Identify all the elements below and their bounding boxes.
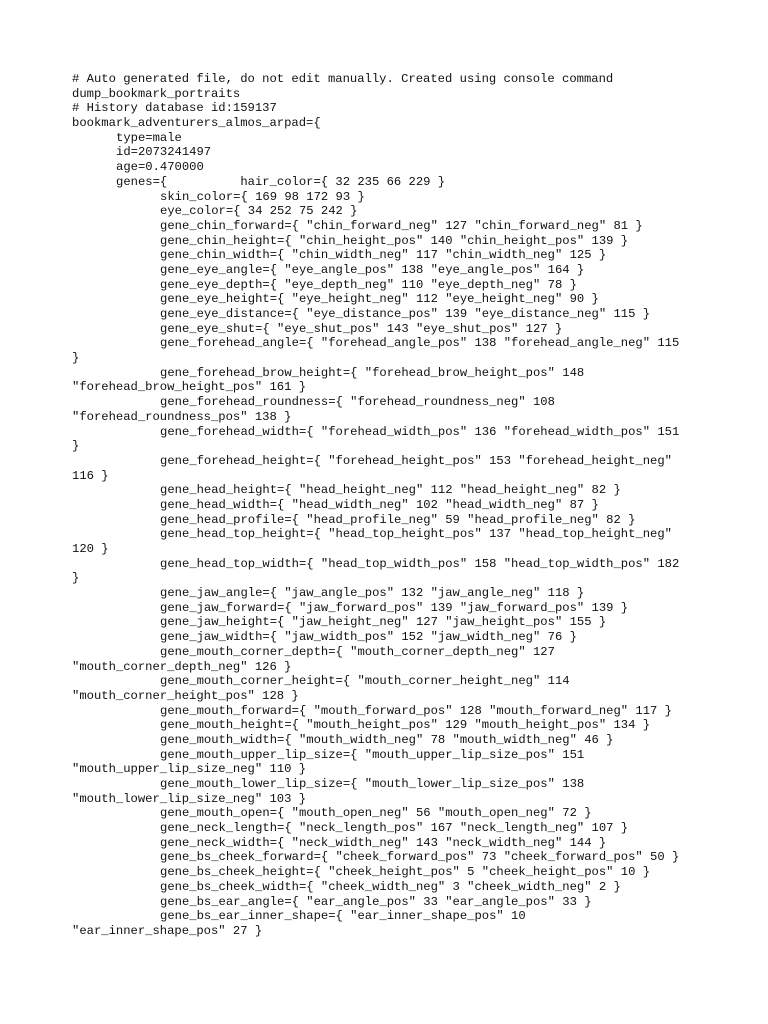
age-line: age=0.470000 bbox=[116, 160, 204, 175]
gene-line: gene_bs_cheek_height={ "cheek_height_pos" 5 "cheek_height_pos" 10 } bbox=[160, 865, 651, 880]
header-comment-line: dump_bookmark_portraits bbox=[72, 86, 241, 101]
gene-line: gene_mouth_corner_height={ "mouth_corner_height_neg" 114 bbox=[160, 674, 570, 689]
bookmark-name-line: bookmark_adventurers_almos_arpad={ bbox=[72, 116, 321, 131]
gene-line: gene_eye_distance={ "eye_distance_pos" 139 "eye_distance_neg" 115 } bbox=[160, 307, 651, 321]
gene-line: gene_mouth_corner_depth={ "mouth_corner_depth_neg" 127 bbox=[160, 644, 555, 659]
gene-line: gene_eye_depth={ "eye_depth_neg" 110 "eye_depth_neg" 78 } bbox=[160, 277, 577, 292]
gene-line-continuation: "mouth_upper_lip_size_neg" 110 } bbox=[72, 762, 307, 777]
gene-line: gene_bs_ear_angle={ "ear_angle_pos" 33 "ear_angle_pos" 33 } bbox=[160, 894, 592, 909]
gene-line: gene_eye_angle={ "eye_angle_pos" 138 "eye_angle_pos" 164 } bbox=[160, 262, 585, 277]
gene-line-continuation: "mouth_lower_lip_size_neg" 103 } bbox=[72, 791, 307, 806]
gene-line: gene_head_top_height={ "head_top_height_pos" 137 "head_top_height_neg" bbox=[160, 527, 672, 542]
genes-open-line: genes={ hair_color={ 32 235 66 229 } bbox=[116, 174, 446, 189]
gene-line-continuation: 120 } bbox=[72, 542, 109, 556]
gene-line: gene_jaw_width={ "jaw_width_pos" 152 "jaw_width_neg" 76 } bbox=[160, 630, 577, 645]
gene-line-continuation: "ear_inner_shape_pos" 27 } bbox=[72, 923, 263, 938]
gene-line: gene_jaw_forward={ "jaw_forward_pos" 139 "jaw_forward_pos" 139 } bbox=[160, 600, 629, 615]
gene-line: gene_bs_ear_inner_shape={ "ear_inner_shape_pos" 10 bbox=[160, 909, 526, 924]
type-line: type=male bbox=[116, 130, 182, 145]
gene-line: gene_chin_width={ "chin_width_neg" 117 "chin_width_neg" 125 } bbox=[160, 248, 607, 263]
gene-line-continuation: } bbox=[72, 439, 80, 454]
gene-line-continuation: 116 } bbox=[72, 468, 109, 483]
gene-line: gene_neck_length={ "neck_length_pos" 167 "neck_length_neg" 107 } bbox=[160, 821, 629, 836]
header-comment-line: # Auto generated file, do not edit manually. Created using console command bbox=[72, 72, 614, 86]
gene-line: gene_mouth_upper_lip_size={ "mouth_upper_lip_size_pos" 151 bbox=[160, 747, 585, 762]
gene-line-continuation: "forehead_brow_height_pos" 161 } bbox=[72, 380, 307, 395]
gene-line: gene_forehead_angle={ "forehead_angle_pos" 138 "forehead_angle_neg" 115 bbox=[160, 336, 680, 351]
gene-line: gene_mouth_open={ "mouth_open_neg" 56 "mouth_open_neg" 72 } bbox=[160, 806, 592, 821]
gene-line: gene_bs_cheek_width={ "cheek_width_neg" 3 "cheek_width_neg" 2 } bbox=[160, 879, 621, 894]
gene-line: gene_jaw_angle={ "jaw_angle_pos" 132 "jaw_angle_neg" 118 } bbox=[160, 586, 585, 601]
history-id-line: # History database id:159137 bbox=[72, 101, 277, 116]
gene-line: gene_forehead_brow_height={ "forehead_brow_height_pos" 148 bbox=[160, 365, 585, 380]
gene-line: gene_chin_forward={ "chin_forward_neg" 127 "chin_forward_neg" 81 } bbox=[160, 218, 643, 233]
gene-line: gene_forehead_width={ "forehead_width_pos" 136 "forehead_width_pos" 151 bbox=[160, 424, 680, 439]
gene-line: gene_forehead_height={ "forehead_height_pos" 153 "forehead_height_neg" bbox=[160, 453, 672, 468]
document-page bbox=[72, 72, 702, 939]
gene-line-continuation: } bbox=[72, 351, 80, 366]
gene-line: eye_color={ 34 252 75 242 } bbox=[160, 204, 358, 219]
gene-line: gene_head_profile={ "head_profile_neg" 59 "head_profile_neg" 82 } bbox=[160, 512, 636, 527]
gene-line: gene_neck_width={ "neck_width_neg" 143 "neck_width_neg" 144 } bbox=[160, 835, 607, 850]
gene-line: gene_jaw_height={ "jaw_height_neg" 127 "jaw_height_pos" 155 } bbox=[160, 615, 607, 630]
gene-line-continuation: "mouth_corner_depth_neg" 126 } bbox=[72, 659, 292, 674]
gene-line: gene_head_width={ "head_width_neg" 102 "head_width_neg" 87 } bbox=[160, 497, 599, 512]
gene-line: gene_head_height={ "head_height_neg" 112 "head_height_neg" 82 } bbox=[160, 483, 621, 498]
gene-line: gene_mouth_forward={ "mouth_forward_pos" 128 "mouth_forward_neg" 117 } bbox=[160, 703, 672, 718]
gene-line: skin_color={ 169 98 172 93 } bbox=[160, 189, 365, 204]
gene-line: gene_bs_cheek_forward={ "cheek_forward_pos" 73 "cheek_forward_pos" 50 } bbox=[160, 850, 680, 865]
id-line: id=2073241497 bbox=[116, 145, 212, 160]
gene-line: gene_mouth_width={ "mouth_width_neg" 78 "mouth_width_neg" 46 } bbox=[160, 732, 614, 747]
gene-line: gene_head_top_width={ "head_top_width_pos" 158 "head_top_width_pos" 182 bbox=[160, 556, 680, 571]
gene-line: gene_eye_shut={ "eye_shut_pos" 143 "eye_shut_pos" 127 } bbox=[160, 321, 563, 336]
gene-line-continuation: "forehead_roundness_pos" 138 } bbox=[72, 409, 292, 424]
gene-line: gene_forehead_roundness={ "forehead_roundness_neg" 108 bbox=[160, 395, 555, 410]
gene-line: gene_mouth_height={ "mouth_height_pos" 129 "mouth_height_pos" 134 } bbox=[160, 718, 651, 733]
gene-line-continuation: "mouth_corner_height_pos" 128 } bbox=[72, 688, 299, 703]
gene-line: gene_eye_height={ "eye_height_neg" 112 "eye_height_neg" 90 } bbox=[160, 292, 599, 307]
gene-line: gene_mouth_lower_lip_size={ "mouth_lower_lip_size_pos" 138 bbox=[160, 777, 585, 791]
gene-line: gene_chin_height={ "chin_height_pos" 140 "chin_height_pos" 139 } bbox=[160, 233, 629, 248]
gene-line-continuation: } bbox=[72, 571, 80, 586]
